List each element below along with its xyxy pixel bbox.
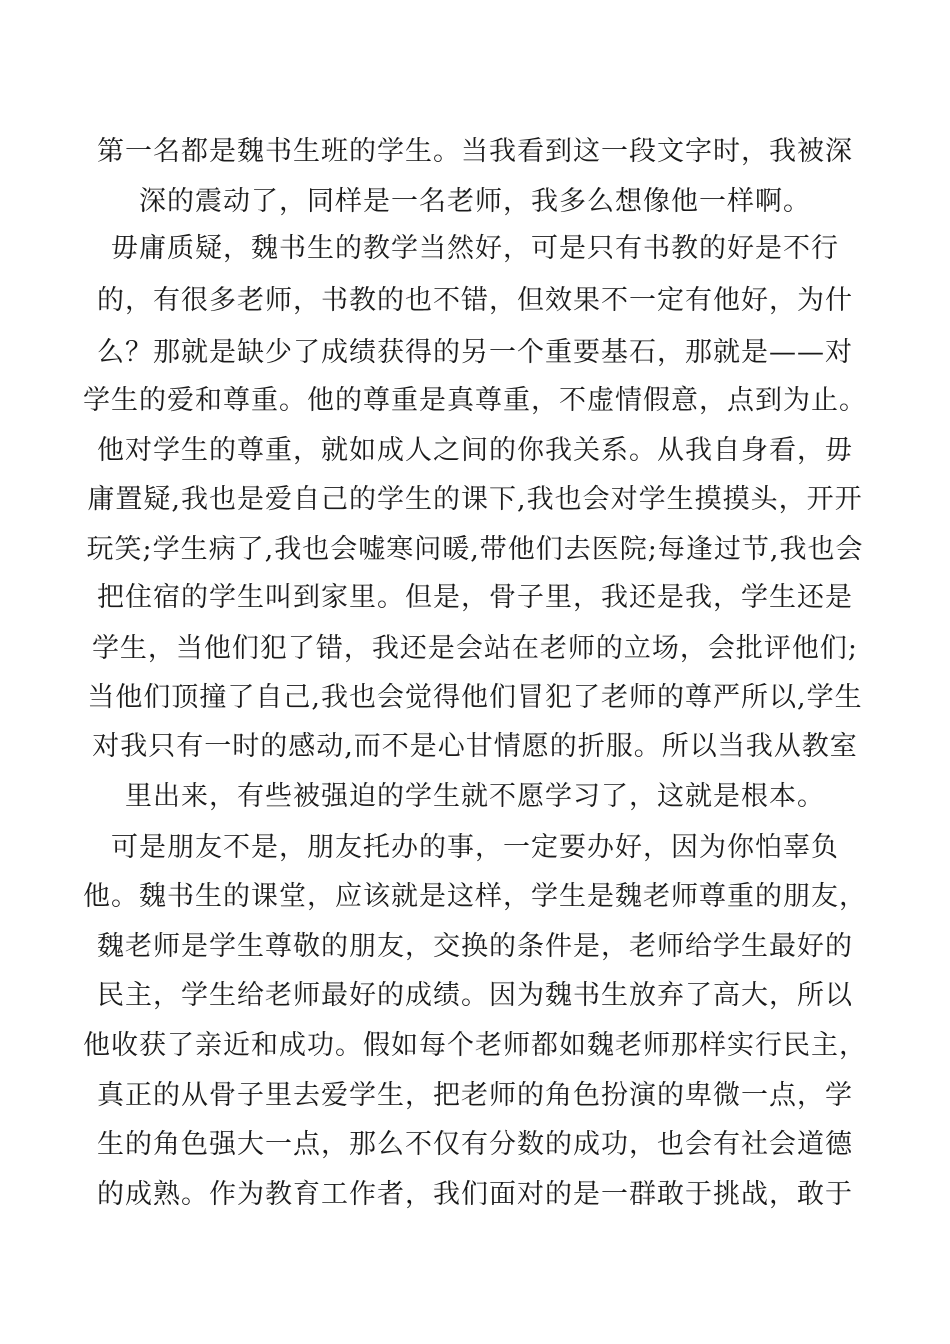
text-line-14: 里出来，有些被强迫的学生就不愿学习了，这就是根本。 (125, 781, 825, 812)
text-line-8: 庸置疑,我也是爱自己的学生的课下,我也会对学生摸摸头，开开 (87, 484, 863, 515)
text-line-4: 的，有很多老师，书教的也不错，但效果不一定有他好，为什 (97, 285, 853, 316)
text-line-10: 把住宿的学生叫到家里。但是，骨子里，我还是我，学生还是 (97, 582, 853, 613)
text-line-7: 他对学生的尊重，就如成人之间的你我关系。从我自身看，毋 (97, 435, 853, 466)
text-line-22: 的成熟。作为教育工作者，我们面对的是一群敢于挑战，敢于 (97, 1179, 853, 1210)
text-line-12: 当他们顶撞了自己,我也会觉得他们冒犯了老师的尊严所以,学生 (87, 682, 863, 713)
text-line-20: 真正的从骨子里去爱学生，把老师的角色扮演的卑微一点，学 (97, 1080, 853, 1111)
text-line-2: 深的震动了，同样是一名老师，我多么想像他一样啊。 (139, 186, 811, 217)
text-line-9: 玩笑;学生病了,我也会嘘寒问暖,带他们去医院;每逢过节,我也会 (86, 534, 864, 565)
text-line-5: 么？那就是缺少了成绩获得的另一个重要基石，那就是——对 (97, 337, 853, 368)
text-line-21: 生的角色强大一点，那么不仅有分数的成功，也会有社会道德 (97, 1129, 853, 1160)
text-line-17: 魏老师是学生尊敬的朋友，交换的条件是，老师给学生最好的 (97, 931, 853, 962)
text-line-13: 对我只有一时的感动,而不是心甘情愿的折服。所以当我从教室 (92, 731, 858, 762)
text-line-18: 民主，学生给老师最好的成绩。因为魏书生放弃了高大，所以 (97, 980, 853, 1011)
text-line-16: 他。魏书生的课堂，应该就是这样，学生是魏老师尊重的朋友， (83, 881, 867, 912)
text-line-1: 第一名都是魏书生班的学生。当我看到这一段文字时，我被深 (97, 136, 853, 167)
text-line-6: 学生的爱和尊重。他的尊重是真尊重，不虚情假意，点到为止。 (83, 385, 867, 416)
text-line-15: 可是朋友不是，朋友托办的事，一定要办好，因为你怕辜负 (111, 832, 839, 863)
text-line-3: 毋庸质疑，魏书生的教学当然好，可是只有书教的好是不行 (111, 233, 839, 264)
text-line-19: 他收获了亲近和成功。假如每个老师都如魏老师那样实行民主， (83, 1030, 867, 1061)
text-line-11: 学生，当他们犯了错，我还是会站在老师的立场，会批评他们; (91, 633, 859, 664)
